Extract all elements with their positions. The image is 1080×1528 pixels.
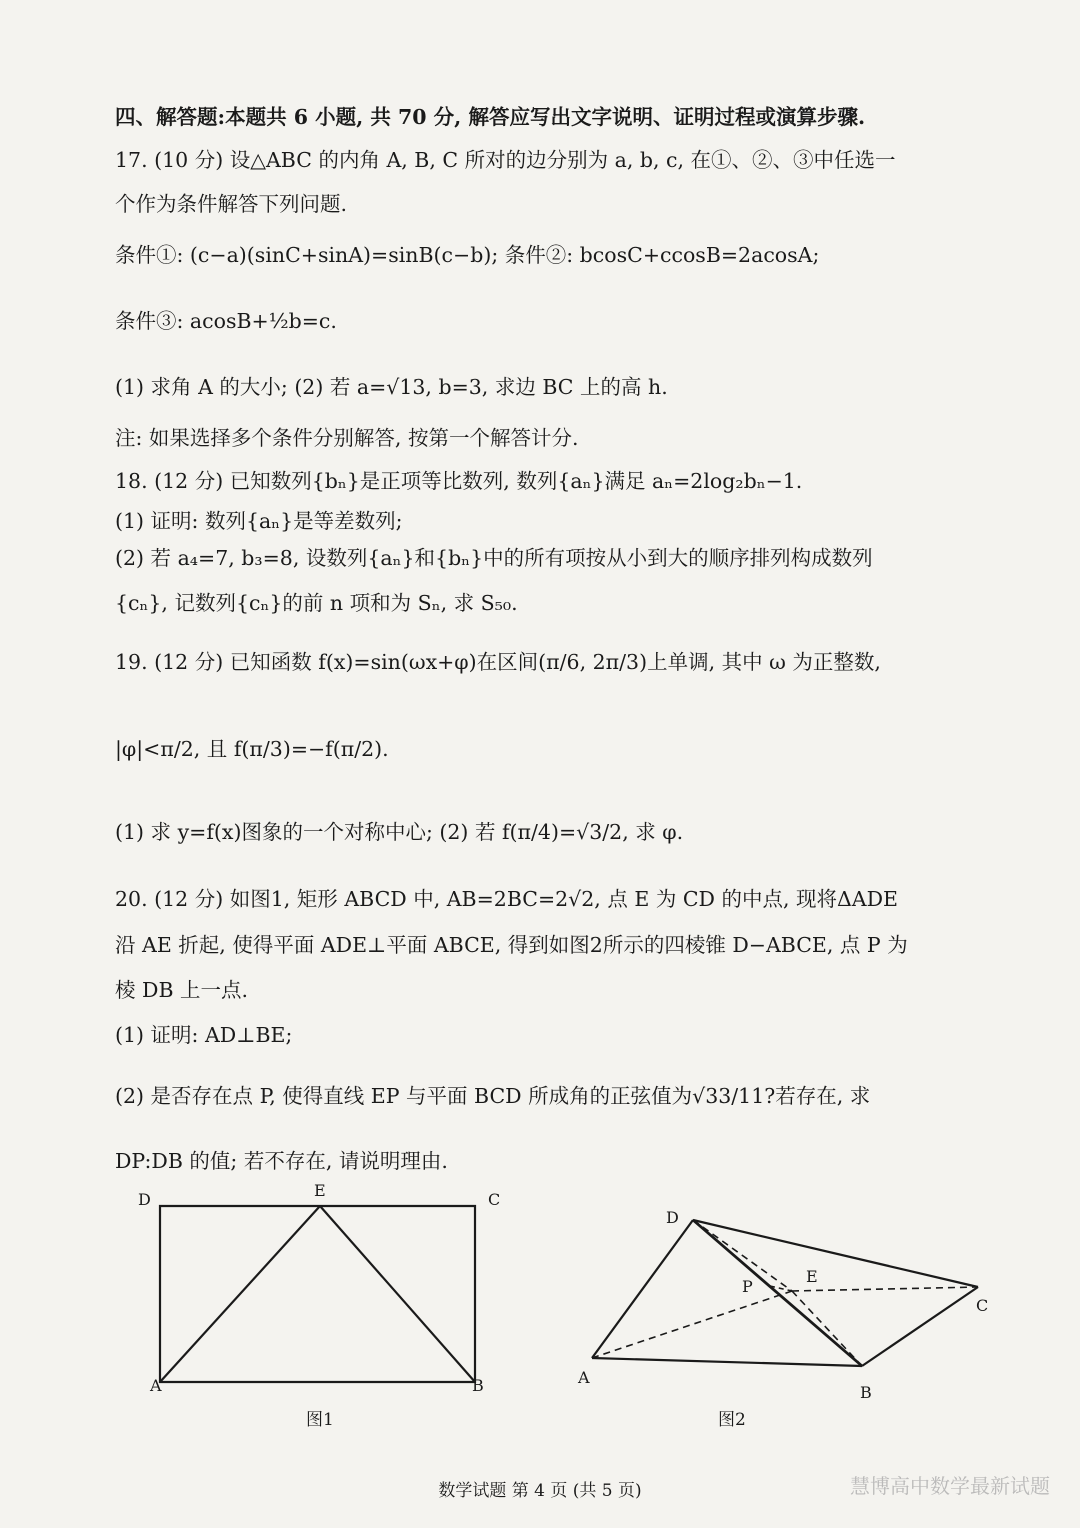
fig1-label-d: D: [138, 1190, 151, 1209]
fig1-label-b: B: [472, 1376, 484, 1395]
fig2-label-b: B: [860, 1383, 872, 1402]
q17-note: 注: 如果选择多个条件分别解答, 按第一个解答计分.: [115, 426, 579, 450]
q18-part2-a: (2) 若 a₄=7, b₃=8, 设数列{aₙ}和{bₙ}中的所有项按从小到大的顺序排列构成数列: [115, 546, 873, 570]
q17-parts: (1) 求角 A 的大小; (2) 若 a=√13, b=3, 求边 BC 上的高 h.: [115, 375, 668, 399]
q20-part2-a: (2) 是否存在点 P, 使得直线 EP 与平面 BCD 所成角的正弦值为√33/11?若存在, 求: [115, 1084, 871, 1108]
fig2-label-p: P: [742, 1277, 753, 1296]
fig2-edge-dc: [693, 1220, 978, 1287]
q20-line3: 棱 DB 上一点.: [115, 978, 249, 1002]
q19-line2: |φ|<π/2, 且 f(π/3)=−f(π/2).: [115, 737, 389, 761]
fig2-label-e: E: [806, 1267, 818, 1286]
fig2-caption: 图2: [718, 1410, 746, 1430]
fig2-hidden-ae: [592, 1291, 792, 1358]
fig1-rectangle-abcd: [160, 1206, 475, 1382]
fig1-label-e: E: [314, 1181, 326, 1200]
fig2-edge-db: [693, 1220, 862, 1366]
q18-part2-b: {cₙ}, 记数列{cₙ}的前 n 项和为 Sₙ, 求 S₅₀.: [115, 591, 518, 615]
fig1-segment-ae: [160, 1206, 320, 1382]
q19-line1: 19. (12 分) 已知函数 f(x)=sin(ωx+φ)在区间(π/6, 2π/3)上单调, 其中 ω 为正整数,: [115, 650, 881, 674]
q20-part2-b: DP:DB 的值; 若不存在, 请说明理由.: [115, 1149, 448, 1173]
q20-line2: 沿 AE 折起, 使得平面 ADE⊥平面 ABCE, 得到如图2所示的四棱锥 D−ABCE, 点 P 为: [115, 933, 908, 957]
q20-part1: (1) 证明: AD⊥BE;: [115, 1023, 293, 1047]
fig2-hidden-ec: [792, 1287, 978, 1291]
section-heading: 四、解答题:本题共 6 小题, 共 70 分, 解答应写出文字说明、证明过程或演算步骤.: [115, 105, 866, 129]
q17-line1: 17. (10 分) 设△ABC 的内角 A, B, C 所对的边分别为 a, b, c, 在①、②、③中任选一: [115, 148, 896, 172]
fig2-edge-ab: [592, 1358, 862, 1366]
q17-conditions-1-2: 条件①: (c−a)(sinC+sinA)=sinB(c−b); 条件②: bcosC+ccosB=2acosA;: [115, 243, 820, 267]
fig1-label-a: A: [150, 1376, 162, 1395]
q18-part1: (1) 证明: 数列{aₙ}是等差数列;: [115, 509, 403, 533]
fig1-caption: 图1: [306, 1410, 334, 1430]
q19-parts: (1) 求 y=f(x)图象的一个对称中心; (2) 若 f(π/4)=√3/2, 求 φ.: [115, 820, 684, 844]
fig2-hidden-eb: [792, 1291, 862, 1366]
fig1-label-c: C: [488, 1190, 501, 1209]
fig2-edge-bc: [862, 1287, 978, 1366]
page-footer: 数学试题 第 4 页 (共 5 页): [438, 1481, 642, 1501]
fig2-label-d: D: [666, 1208, 679, 1227]
q17-condition-3: 条件③: acosB+½b=c.: [115, 309, 337, 333]
q18-line1: 18. (12 分) 已知数列{bₙ}是正项等比数列, 数列{aₙ}满足 aₙ=2log₂bₙ−1.: [115, 469, 803, 493]
fig1-segment-eb: [320, 1206, 475, 1382]
fig2-label-c: C: [976, 1296, 989, 1315]
watermark: 慧博高中数学最新试题: [850, 1474, 1050, 1498]
figure-1-diagram: [130, 1180, 510, 1400]
fig2-edge-da: [592, 1220, 693, 1358]
figure-2-diagram: [570, 1200, 1000, 1390]
fig2-label-a: A: [578, 1368, 590, 1387]
q20-line1: 20. (12 分) 如图1, 矩形 ABCD 中, AB=2BC=2√2, 点 E 为 CD 的中点, 现将ΔADE: [115, 887, 899, 911]
q17-line2: 个作为条件解答下列问题.: [115, 192, 348, 216]
